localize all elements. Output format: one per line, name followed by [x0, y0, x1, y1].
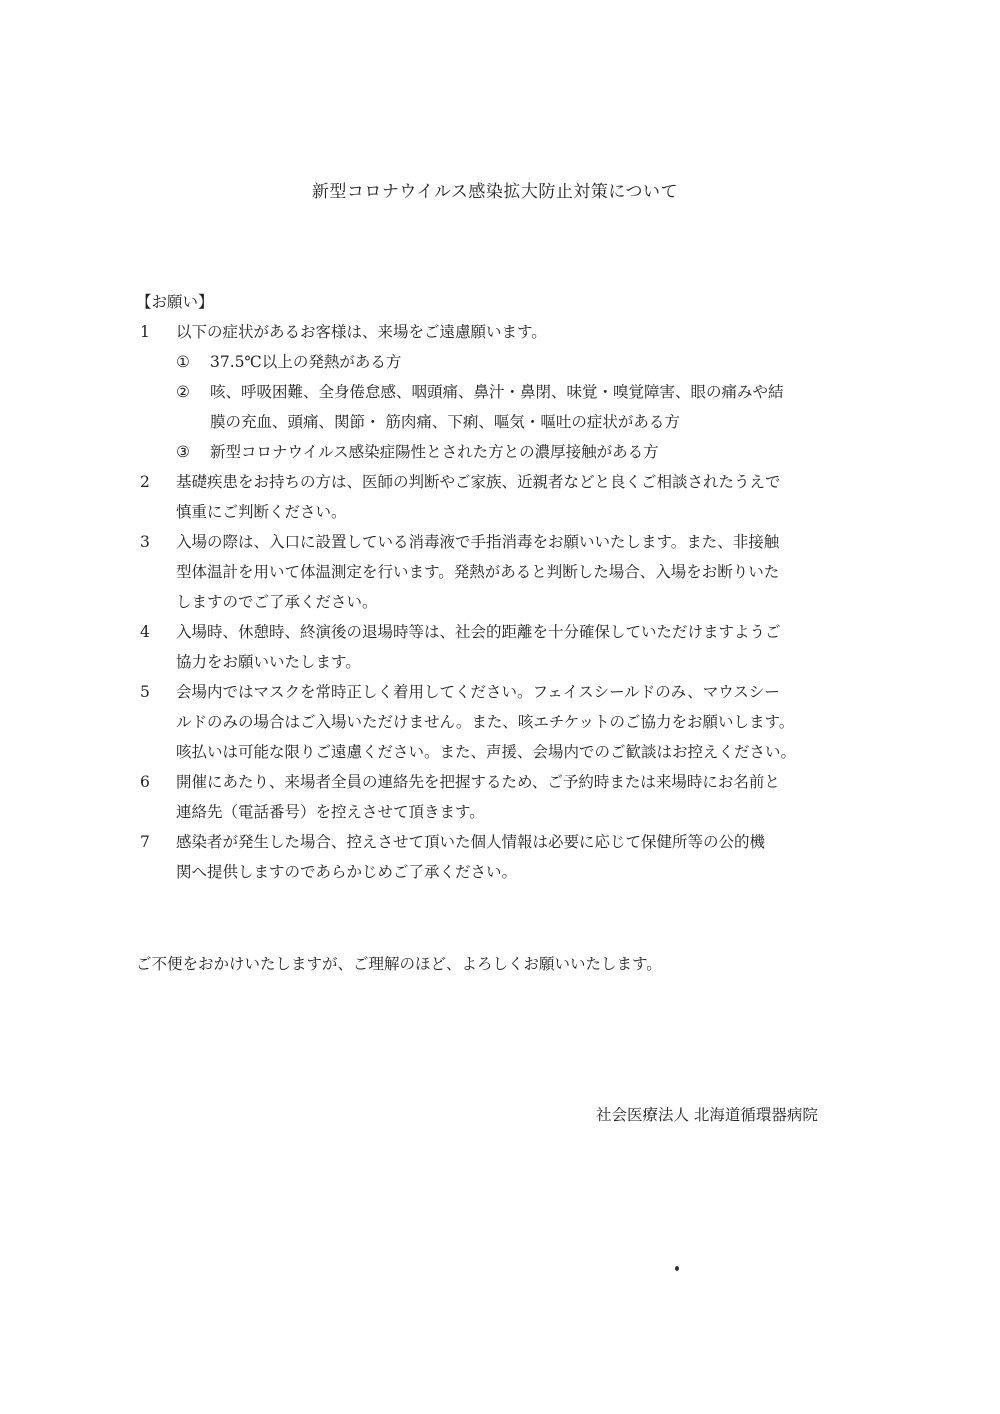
item-line: 協力をお願いいたします。 [176, 653, 361, 671]
item-line: 開催にあたり、来場者全員の連絡先を把握するため、ご予約時または来場時にお名前と [176, 773, 780, 791]
item-line: 入場時、休憩時、終演後の退場時等は、社会的距離を十分確保していただけますようご [176, 623, 781, 641]
sub-item-line: 新型コロナウイルス感染症陽性とされた方との濃厚接触がある方 [210, 443, 659, 461]
list-item [136, 527, 876, 617]
list-item [136, 317, 876, 467]
item-line: 基礎疾患をお持ちの方は、医師の判断やご家族、近親者などと良くご相談されたうえで [176, 473, 781, 491]
item-line: 連絡先（電話番号）を控えさせて頂きます。 [176, 803, 485, 821]
sub-item [176, 377, 876, 437]
sub-list [176, 347, 876, 467]
sub-item-mark: ① [176, 353, 190, 371]
sub-item-line: 37.5℃以上の発熱がある方 [210, 353, 402, 371]
sub-item-body [210, 347, 401, 377]
document-title: 新型コロナウイルス感染拡大防止対策について [311, 182, 679, 202]
closing-statement: ご不便をおかけいたしますが、ご理解のほど、よろしくお願いいたします。 [136, 955, 662, 973]
item-body [176, 467, 876, 527]
item-line: 会場内ではマスクを常時正しく着用してください。フェイスシールドのみ、マウスシー [176, 683, 780, 701]
item-line: 入場の際は、入口に設置している消毒液で手指消毒をお願いいたします。また、非接触 [176, 533, 780, 551]
item-number: 5 [140, 683, 150, 701]
sub-item-body [210, 437, 659, 467]
sub-item [176, 347, 876, 377]
item-number: 3 [140, 533, 150, 551]
sub-item-mark: ② [176, 383, 190, 401]
item-line: 慎重にご判断ください。 [176, 503, 347, 521]
item-number: 1 [140, 323, 150, 341]
item-number: 6 [140, 773, 150, 791]
request-list [136, 317, 876, 887]
sub-item-mark: ③ [176, 443, 190, 461]
sub-item-line: 膜の充血、頭痛、関節・ 筋肉痛、下痢、嘔気・嘔吐の症状がある方 [210, 413, 680, 431]
scan-speck [675, 1266, 679, 1271]
item-line: 感染者が発生した場合、控えさせて頂いた個人情報は必要に応じて保健所等の公的機 [176, 833, 766, 851]
item-body [176, 677, 876, 767]
item-number: 2 [140, 473, 150, 491]
item-body [176, 317, 876, 467]
request-heading: 【お願い】 [136, 293, 214, 311]
sub-item [176, 437, 876, 467]
signature-organization: 社会医療法人 北海道循環器病院 [596, 1106, 818, 1124]
item-line: 以下の症状があるお客様は、来場をご遠慮願います。 [176, 323, 547, 341]
item-line: 咳払いは可能な限りご遠慮ください。また、声援、会場内でのご歓談はお控えください。 [176, 743, 797, 761]
item-body [176, 527, 876, 617]
list-item [136, 827, 876, 887]
sub-item-body [210, 377, 784, 437]
item-body [176, 767, 876, 827]
item-body [176, 617, 876, 677]
item-number: 7 [140, 833, 150, 851]
list-item [136, 467, 876, 527]
item-body [176, 827, 876, 887]
item-line: 関へ提供しますのであらかじめご了承ください。 [176, 863, 518, 881]
item-line: 型体温計を用いて体温測定を行います。発熱があると判断した場合、入場をお断りいた [176, 563, 780, 581]
list-item [136, 677, 876, 767]
item-line: しますのでご了承ください。 [176, 593, 378, 611]
list-item [136, 617, 876, 677]
list-item [136, 767, 876, 827]
sub-item-line: 咳、呼吸困難、全身倦怠感、咽頭痛、鼻汁・鼻閉、味覚・嗅覚障害、眼の痛みや結 [210, 383, 784, 401]
item-line: ルドのみの場合はご入場いただけません。また、咳エチケットのご協力をお願いします。 [176, 713, 795, 731]
item-number: 4 [140, 623, 150, 641]
